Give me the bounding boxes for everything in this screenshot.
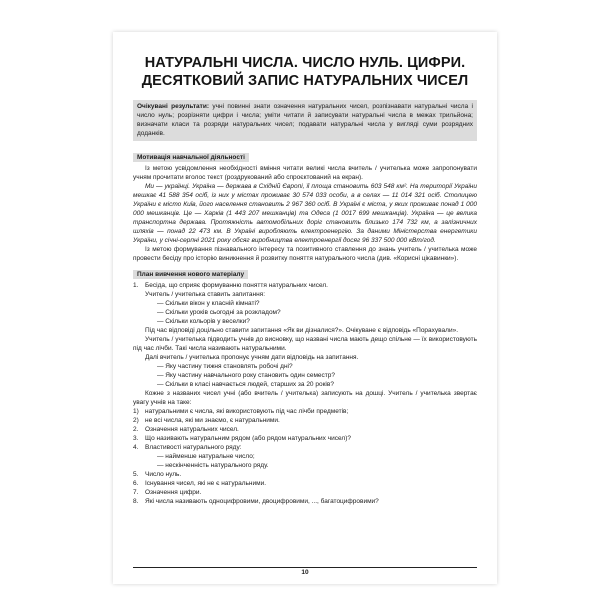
plan-item: Далі вчитель / учителька пропонує учням дати відповідь на запитання. <box>145 354 359 361</box>
plan-item-text: Означення цифри. <box>145 489 202 496</box>
plan-item: — Яку частину навчального року становить один семестр? <box>157 372 336 379</box>
page-number: 10 <box>113 569 497 576</box>
motivation-paragraph-3: Із метою формування пізнавального інтересу та позитивного ставлення до знань учитель / учителька може провести бесіду про історію виникнення й розвитку поняття натурального числа (див. «Корисні цікавинки»). <box>133 246 477 262</box>
plan-item <box>133 488 477 497</box>
plan-item-text: Що називають натуральним рядом (або рядом натуральних чисел)? <box>145 435 351 442</box>
plan-item <box>133 425 477 434</box>
expected-results-label: Очікувані результати: <box>137 103 209 110</box>
motivation-heading: Мотивація навчальної діяльності <box>133 153 249 162</box>
plan-item-number: 7. <box>133 489 139 496</box>
footer-rule <box>133 567 477 568</box>
plan-item-text: Бесіда, що сприяє формуванню поняття натуральних чисел. <box>145 282 328 289</box>
plan-item: — Скільки в класі навчається людей, старших за 20 років? <box>157 381 334 388</box>
plan-item <box>133 416 477 425</box>
plan-item-text: Число нуль. <box>145 471 182 478</box>
plan-item <box>133 443 477 452</box>
plan-item-number: 2. <box>133 426 139 433</box>
plan-item: — найменше натуральне число; <box>157 453 255 460</box>
plan-item <box>133 434 477 443</box>
plan-item-number: 1) <box>133 408 139 415</box>
plan-item-number: 8. <box>133 498 139 505</box>
plan-item <box>133 497 477 506</box>
plan-item-number: 4. <box>133 444 139 451</box>
plan-item: Учитель / учителька підводить учнів до висновку, що названі числа мають дещо спільне — їх використовують під час лічби. Такі числа називають натуральними. <box>133 336 477 352</box>
plan-item <box>133 407 477 416</box>
plan-heading: План вивчення нового матеріалу <box>133 270 248 279</box>
plan-item <box>133 281 477 290</box>
motivation-paragraph-1: Із метою усвідомлення необхідності вміння читати великі числа вчитель / учителька може запропонувати учням прочитати вголос текст (роздрукований або спроєктований на екран). <box>133 165 477 181</box>
plan-item-text: не всі числа, які ми знаємо, є натуральними. <box>145 417 280 424</box>
plan-item: — Яку частину тижня становлять робочі дні? <box>157 363 293 370</box>
plan-item-text: Властивості натурального ряду: <box>145 444 242 451</box>
plan-item-number: 5. <box>133 471 139 478</box>
plan-item <box>133 470 477 479</box>
plan-item: — Скільки кольорів у веселки? <box>157 318 250 325</box>
expected-results-box <box>133 100 477 141</box>
plan-item-number: 3. <box>133 435 139 442</box>
plan-item-text: Які числа називають одноцифровими, двоцифровими, ..., багатоцифровими? <box>145 498 379 505</box>
expected-results-text: учні повинні знати означення натуральних чисел, розпізнавати натуральні числа і число нуль; розрізняти цифри і числа; уміти читати й записувати натуральні числа в межах трильйона; визначати класи та розряди натуральних чисел; подавати натуральні числа у вигляді суми розрядних доданків. <box>137 103 473 137</box>
plan-item-text: натуральними є числа, які використовують під час лічби предметів; <box>145 408 349 415</box>
plan-item-number: 2) <box>133 417 139 424</box>
plan-list <box>133 281 477 506</box>
motivation-reading-text: Ми — українці. Україна — держава в Східній Європі, її площа становить 603 548 км². На території України мешкає 41 588 354 осіб, із них у містах проживає 30 574 033 особи, а в селах — 11 014 321 осіб. Столицею України є місто Київ, його населення становить 2 967 360 осіб. В Україні є міста, у яких проживає понад 1 000 000 мешканців. Це — Харків (1 443 207 мешканців) та Одеса (1 0017 699 мешканців). Україна — це велика транспортна держава. Протяжність автомобільних доріг становить близько 174 732 км, а залізничних шляхів — понад 22 473 км. В Україні виробляють електроенергію. За даними Міністерства енергетики України, у січні-серпні 2021 року обсяг виробництва електроенергії досяг 96 337 500 000 кВт/год. <box>133 183 477 244</box>
plan-item <box>133 479 477 488</box>
plan-item: Під час відповіді доцільно ставити запитання «Як ви дізналися?». Очікуване є відповідь «Порахували». <box>145 327 459 334</box>
plan-item: — нескінченність натурального ряду. <box>157 462 269 469</box>
title-line-1: НАТУРАЛЬНІ ЧИСЛА. ЧИСЛО НУЛЬ. ЦИФРИ. <box>144 55 466 71</box>
plan-item-number: 1. <box>133 282 139 289</box>
title-line-2: ДЕСЯТКОВИЙ ЗАПИС НАТУРАЛЬНИХ ЧИСЕЛ <box>141 73 469 89</box>
plan-item: — Скільки уроків сьогодні за розкладом? <box>157 309 281 316</box>
plan-item-text: Означення натуральних чисел. <box>145 426 239 433</box>
page-title <box>133 54 477 90</box>
plan-item-number: 6. <box>133 480 139 487</box>
plan-item: Кожне з названих чисел учні (або вчитель / учителька) записують на дошці. Учитель / учителька звертає увагу учнів на таке: <box>133 390 477 406</box>
plan-item: — Скільки вікон у класній кімнаті? <box>157 300 260 307</box>
document-page <box>113 32 497 584</box>
plan-item-text: Існування чисел, які не є натуральними. <box>145 480 267 487</box>
plan-item: Учитель / учителька ставить запитання: <box>145 291 265 298</box>
